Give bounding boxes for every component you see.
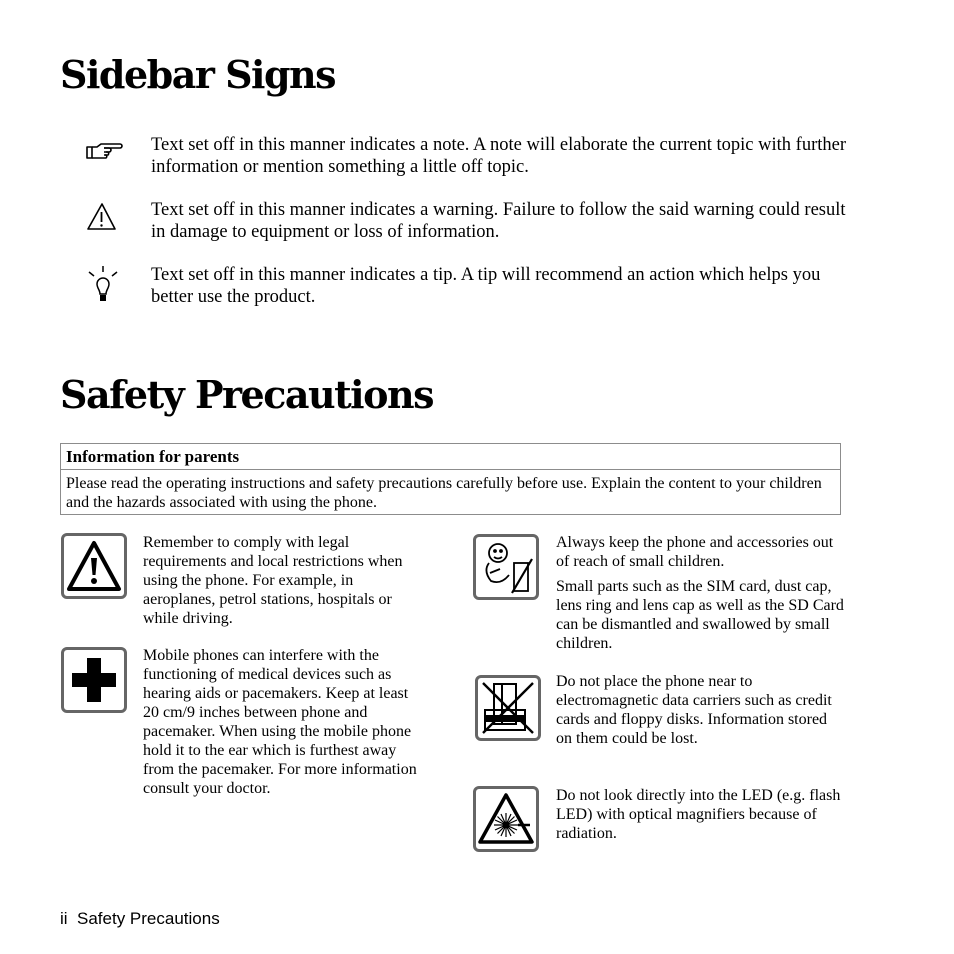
led-radiation-paragraph: Do not look directly into the LED (e.g. flash LED) with optical magnifiers because of radiation. xyxy=(556,787,841,842)
pointing-hand-icon xyxy=(84,134,124,174)
footer-section-title: Safety Precautions xyxy=(77,909,220,928)
legal-requirements-paragraph: Remember to comply with legal requirements and local restrictions when using the phone. For example, in aeroplanes, petrol stations, hospitals or while driving. xyxy=(143,534,403,627)
tip-sign-text: Text set off in this manner indicates a tip. A tip will recommend an action which helps you better use the product. xyxy=(151,265,821,307)
magnetic-cards-text xyxy=(556,672,846,754)
children-paragraph-1: Always keep the phone and accessories out of reach of small children. xyxy=(556,534,834,570)
warning-triangle-icon xyxy=(84,199,124,239)
medical-cross-picture xyxy=(61,647,127,713)
laser-radiation-icon xyxy=(476,789,536,849)
led-radiation-text xyxy=(556,786,846,849)
warning-sign-row xyxy=(84,199,844,247)
magnetic-cards-picture xyxy=(475,675,541,741)
info-box-body: Please read the operating instructions and safety precautions carefully before use. Explain the content to your children and the hazards associated with using the phone. xyxy=(66,475,822,511)
legal-requirements-text xyxy=(143,533,428,634)
laser-radiation-picture xyxy=(473,786,539,852)
children-text xyxy=(556,533,846,659)
info-box-divider xyxy=(61,469,840,470)
keep-from-children-icon xyxy=(476,537,536,597)
medical-cross-icon xyxy=(64,650,124,710)
warning-sign-icon xyxy=(64,536,124,596)
children-paragraph-2: Small parts such as the SIM card, dust cap, lens ring and lens cap as well as the SD Card can be dismantled and swallowed by small children. xyxy=(556,578,844,652)
sidebar-signs-heading: Sidebar Signs xyxy=(60,52,336,97)
no-magnetic-cards-icon xyxy=(478,678,538,738)
medical-devices-paragraph: Mobile phones can interfere with the functioning of medical devices such as hearing aids or pacemakers. Keep at least 20 cm/9 inches between phone and pacemaker. When using the mobile phone hold it to the ear which is furthest away from the pacemaker. For more information consult your doctor. xyxy=(143,647,417,797)
children-warning-picture xyxy=(473,534,539,600)
magnetic-cards-paragraph: Do not place the phone near to electromagnetic data carriers such as credit cards and floppy disks. Information stored on them could be lost. xyxy=(556,673,832,747)
parents-info-box xyxy=(60,443,841,515)
warning-sign-text: Text set off in this manner indicates a warning. Failure to follow the said warning could result in damage to equipment or loss of information. xyxy=(151,200,846,242)
medical-devices-text xyxy=(143,646,428,804)
note-sign-text: Text set off in this manner indicates a note. A note will elaborate the current topic with further information or mention something a little off topic. xyxy=(151,135,846,177)
page-number: ii xyxy=(60,909,68,928)
tip-sign-row xyxy=(84,264,844,312)
lightbulb-icon xyxy=(84,264,124,304)
safety-precautions-heading: Safety Precautions xyxy=(60,372,433,417)
warning-sign-picture xyxy=(61,533,127,599)
info-box-title: Information for parents xyxy=(66,447,240,466)
page-footer xyxy=(60,909,220,929)
note-sign-row xyxy=(84,134,844,182)
